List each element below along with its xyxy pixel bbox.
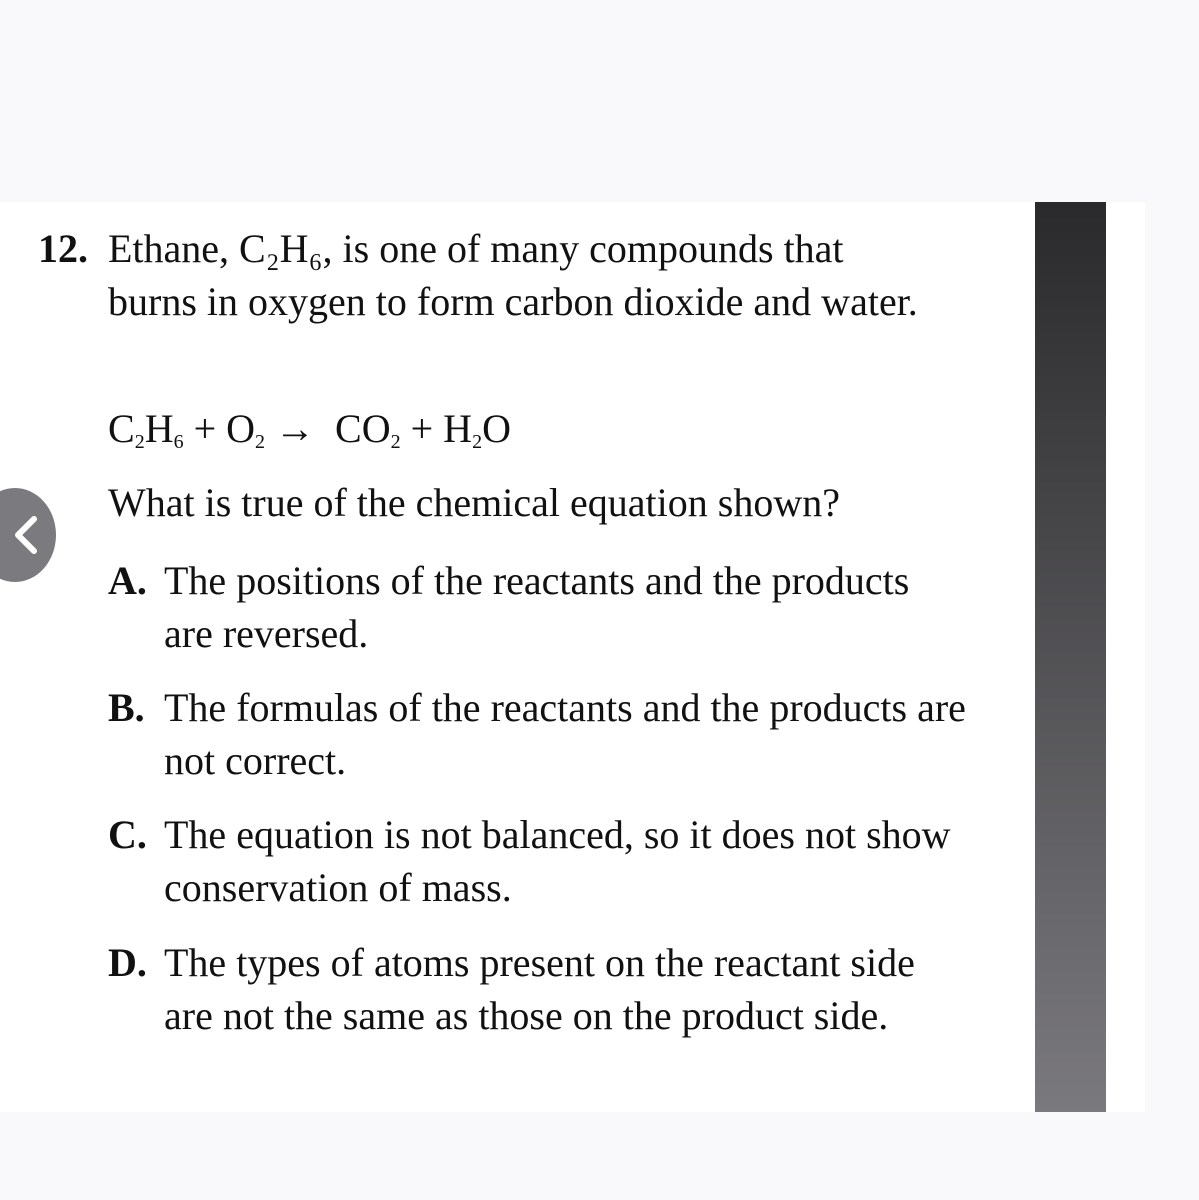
chevron-left-icon xyxy=(12,515,40,555)
choice-text: The positions of the reactants and the products are reversed. xyxy=(164,558,910,656)
question-prompt: What is true of the chemical equation shown? xyxy=(108,480,840,525)
choice-c[interactable] xyxy=(108,808,968,914)
choice-d[interactable] xyxy=(108,936,968,1042)
question-number: 12. xyxy=(38,226,88,271)
chemical-equation: $C_2H_6 + O_2 \to CO_2 + H_2O$ xyxy=(108,406,511,453)
scrollbar[interactable] xyxy=(1035,202,1106,1112)
choice-text: The equation is not balanced, so it does not show conservation of mass. xyxy=(164,812,951,910)
choice-letter: A. xyxy=(108,558,147,603)
choice-letter: B. xyxy=(108,685,145,730)
choice-b[interactable] xyxy=(108,681,968,787)
question-stem: Ethane, C₂H₆, is one of many compounds that burns in oxygen to form carbon dioxide and water. xyxy=(108,226,918,324)
choice-text: The formulas of the reactants and the products are not correct. xyxy=(164,685,966,783)
choice-a[interactable] xyxy=(108,554,968,660)
choice-text: The types of atoms present on the reactant side are not the same as those on the product side. xyxy=(164,940,915,1038)
choice-letter: C. xyxy=(108,812,147,857)
choice-letter: D. xyxy=(108,940,147,985)
